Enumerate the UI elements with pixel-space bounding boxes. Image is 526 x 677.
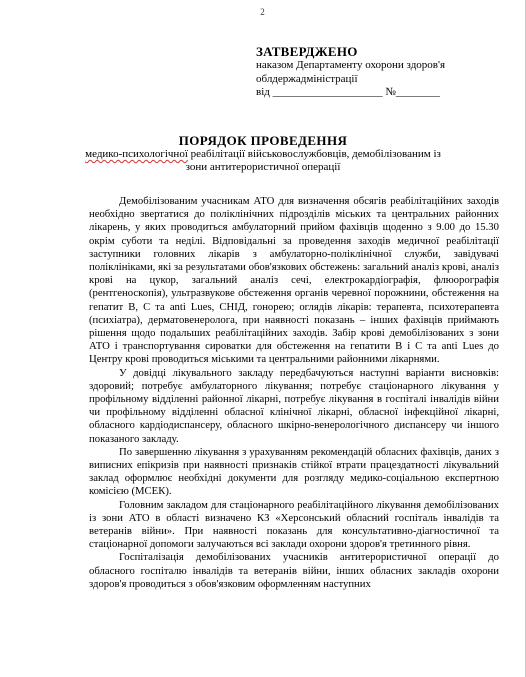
title-subtitle-line xyxy=(0,148,526,161)
document-body xyxy=(89,195,499,591)
document-title xyxy=(0,133,526,174)
paragraph: У довідці лікувального закладу передбачуються наступні варіанти висновків: здоровий; потребує амбулаторного лікування; потребує стаціонарного лікування у профільному відділенні районної лікарні, потребує лікування в госпіталі інвалідів війни чи профільному відділенні обласної клінічної лікарні, обласної інфекційної лікарні, обласного кардіодиспансеру, обласного шкірно-венерологічного диспансеру чи іншого показаного закладу. xyxy=(89,366,499,445)
page-number: 2 xyxy=(260,7,265,17)
paragraph: По завершенню лікування з урахуванням рекомендацій обласних фахівців, даних з виписних епікризів при наявності признаків стійкої втрати працездатності лікувальний заклад оформлює необхідні документи для розгляду медико-соціальною експертною комісією (МСЕК). xyxy=(89,445,499,498)
approval-heading: ЗАТВЕРДЖЕНО xyxy=(256,44,358,59)
title-main: ПОРЯДОК ПРОВЕДЕННЯ xyxy=(178,133,348,148)
paragraph: Госпіталізація демобілізованих учасників антитерористичної операції до обласного госпіталю інвалідів та ветеранів війни, інших обласних закладів охорони здоров'я проводиться з обов'язковим оформленням наступних xyxy=(89,551,499,590)
approval-block xyxy=(256,44,516,100)
title-subtitle-line-2: зони антитерористичної операції xyxy=(185,161,341,173)
paragraph: Головним закладом для стаціонарного реабілітаційного лікування демобілізованих із зони АТО в області визначено КЗ «Херсонський обласний госпіталь інвалідів та ветеранів війни». При наявності показань для консультативно-діагностичної та стаціонарної допомоги залучаються всі заклади охорони здоров'я третинного рівня. xyxy=(89,498,499,551)
title-subtitle-rest: реабілітації військовослужбовців, демобілізованим із xyxy=(187,148,441,160)
approval-date-number-line: від ____________________ №________ xyxy=(256,86,440,98)
spellcheck-underlined-word: медико-психологічної xyxy=(85,148,188,160)
paragraph: Демобілізованим учасникам АТО для визначення обсягів реабілітаційних заходів необхідно звертатися до поліклінічних підрозділів міських та центральних районних лікарень, у яких проводиться амбулаторний прийом фахівців щоденно з 9.00 до 15.30 окрім суботи та неділі. Відповідальні за проведення заходів медичної реабілітації заступники головних лікарів з амбулаторно-поліклінічної служби, завідувачі поліклініками, які за результатами обов'язкових обстежень: загальний аналіз крові, аналіз крові на цукор, загальний аналіз сечі, електрокардіографія, флюорографія (рентгеноскопія), ультразвукове обстеження органів черевної порожнини, обстеження на гепатит В, С та anti Lues, СНІД, гонорею; оглядів лікарів: терапевта, психотерапевта (психіатра), дерматовенеролога, при наявності показань – інших фахівців приймають рішення щодо подальших реабілітаційних заходів. Забір крові демобілізованих з зони АТО і транспортування сироватки для обстеження на гепатити В і С та anti Lues до Центру крові проводиться міськими та центральними районними лікарнями. xyxy=(89,195,499,366)
approval-authority-line: облдержадміністрації xyxy=(256,72,358,85)
approval-order-line: наказом Департаменту охорони здоров'я xyxy=(256,59,446,71)
